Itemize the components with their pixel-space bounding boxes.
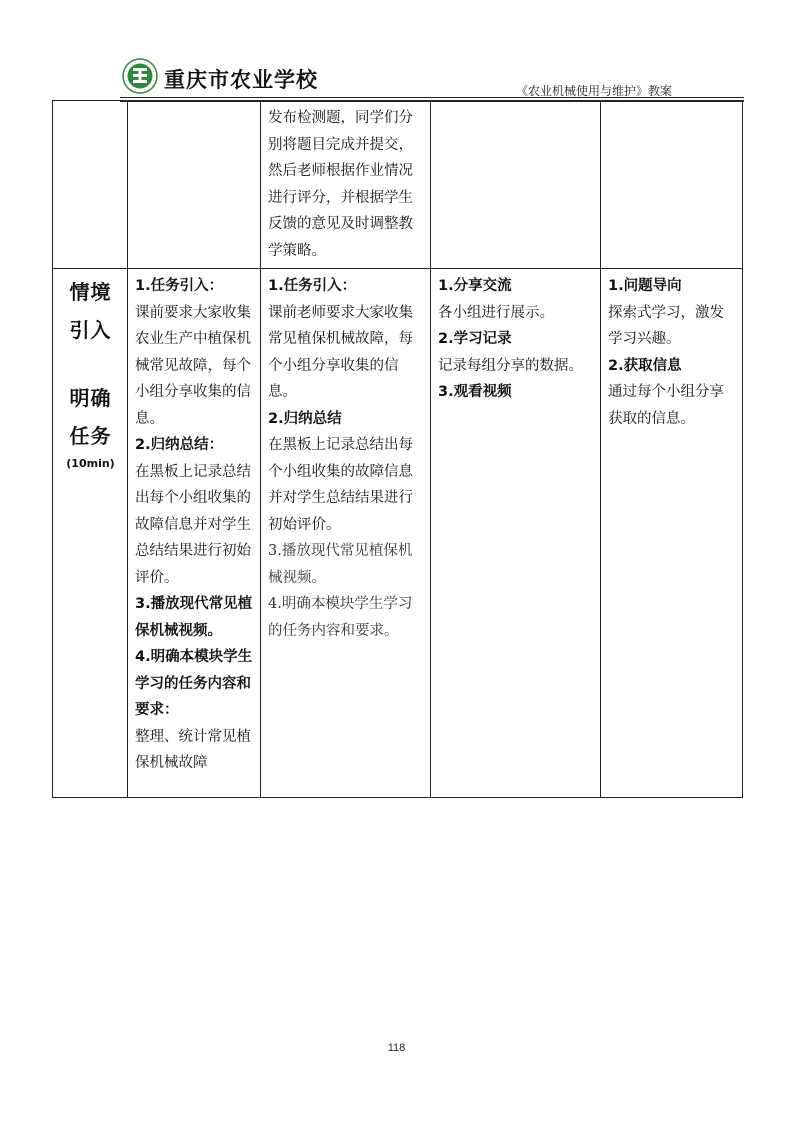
teacher-text: 在黑板上记录总结出每个小组收集的故障信息并对学生总结结果进行初始评价。 <box>268 437 413 533</box>
stage-label: 任务 <box>69 424 112 448</box>
intent-text: 探索式学习，激发学习兴趣。 <box>608 304 724 347</box>
stage-duration: (10min) <box>66 457 115 470</box>
teacher-activity-cell <box>261 101 431 269</box>
teacher-text: 课前老师要求大家收集常见植保机械故障，每个小组分享收集的信息。 <box>268 304 413 400</box>
stage-label: 引入 <box>69 318 112 342</box>
content-cell <box>128 101 261 269</box>
design-intent-cell <box>601 101 743 269</box>
content-heading: 2.归纳总结： <box>135 437 224 453</box>
student-activity-cell <box>431 269 601 798</box>
content-heading: 3.播放现代常见植保机械视频。 <box>135 596 253 639</box>
stage-label: 明确 <box>69 386 112 410</box>
school-emblem-icon <box>122 58 158 94</box>
intent-heading: 2.获取信息 <box>608 357 682 374</box>
page-header <box>120 56 744 102</box>
teacher-text: 4.明确本模块学生学习的任务内容和要求。 <box>268 596 413 639</box>
content-heading: 4.明确本模块学生学习的任务内容和要求： <box>135 649 253 718</box>
student-heading: 1.分享交流 <box>438 278 512 294</box>
student-heading: 3.观看视频 <box>438 384 512 400</box>
content-text: 整理、统计常见植保机械故障 <box>135 728 251 771</box>
table-row <box>53 269 743 798</box>
table-row <box>53 101 743 269</box>
student-text: 各小组进行展示。 <box>438 304 554 321</box>
student-text: 记录每组分享的数据。 <box>438 357 583 374</box>
stage-cell <box>53 269 128 798</box>
content-heading: 1.任务引入： <box>135 278 224 294</box>
teacher-heading: 2.归纳总结 <box>268 410 342 427</box>
teacher-heading: 1.任务引入： <box>268 278 357 294</box>
intent-heading: 1.问题导向 <box>608 278 682 294</box>
student-activity-cell <box>431 101 601 269</box>
header-rule-thin <box>120 97 744 98</box>
content-text: 课前要求大家收集农业生产中植保机械常见故障，每个小组分享收集的信息。 <box>135 304 251 427</box>
intent-text: 通过每个小组分享获取的信息。 <box>608 384 724 427</box>
content-text: 在黑板上记录总结出每个小组收集的故障信息并对学生总结结果进行初始评价。 <box>135 463 251 586</box>
lesson-plan-table <box>52 100 743 798</box>
content-cell <box>128 269 261 798</box>
teacher-activity-cell <box>261 269 431 798</box>
student-heading: 2.学习记录 <box>438 331 512 347</box>
stage-label: 情境 <box>69 280 112 304</box>
page-number: 118 <box>387 1042 406 1054</box>
teacher-activity-text: 发布检测题，同学们分别将题目完成并提交，然后老师根据作业情况进行评分，并根据学生反馈的意见及时调整教学策略。 <box>268 110 413 259</box>
stage-cell <box>53 101 128 269</box>
school-name: 重庆市农业学校 <box>164 67 318 92</box>
course-title: 《农业机械使用与维护》教案 <box>515 84 672 98</box>
design-intent-cell <box>601 269 743 798</box>
teacher-text: 3.播放现代常见植保机械视频。 <box>268 543 413 586</box>
